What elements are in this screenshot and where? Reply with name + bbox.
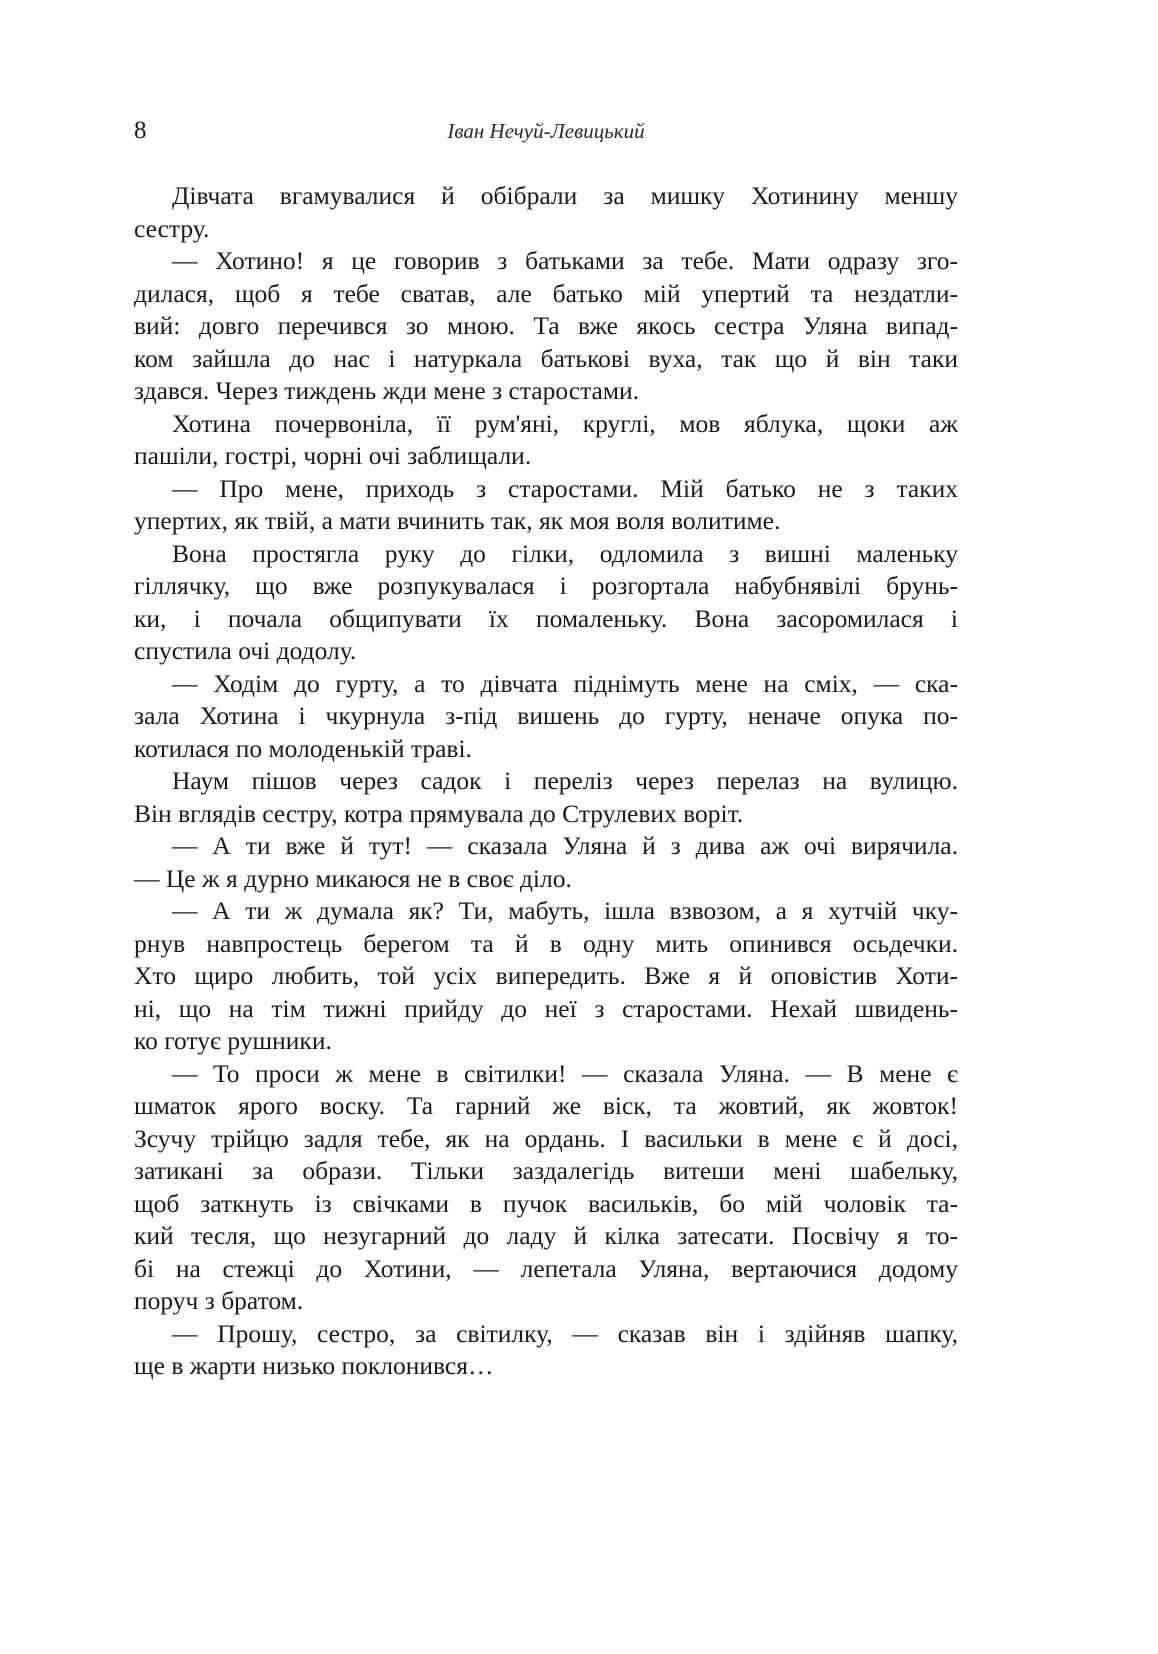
text-line: Вона простягла руку до гілки, одломила з вишні маленьку (172, 538, 958, 568)
body-text (134, 180, 958, 1383)
text-line: затикані за образи. Тільки заздалегідь витеши мені шабельку, (134, 1156, 958, 1185)
text-line: — То проси ж мене в світилки! — сказала Уляна. — В мене є (172, 1058, 958, 1088)
text-line: ки, і почала общипувати їх помаленьку. Вона засоромилася і (134, 603, 958, 633)
page-number: 8 (134, 117, 147, 144)
paragraph (134, 180, 958, 245)
paragraph (134, 408, 958, 473)
text-line: ще в жарти низько поклонився… (134, 1351, 494, 1380)
text-line: пашіли, гострі, чорні очі заблищали. (134, 441, 532, 470)
text-line: поруч з братом. (134, 1286, 304, 1315)
text-line: — Хотино! я це говорив з батьками за тебе. Мати одразу зго- (172, 246, 958, 275)
paragraph (134, 1318, 958, 1383)
text-line: кий тесля, що незугарний до ладу й кілка затесати. Посвічу я то- (134, 1221, 958, 1250)
text-line: бі на стежці до Хотини, — лепетала Уляна, вертаючися додому (134, 1253, 958, 1283)
paragraph (134, 668, 958, 766)
paragraph (134, 830, 958, 895)
paragraph (134, 538, 958, 668)
text-line: спустила очі додолу. (134, 636, 357, 665)
text-line: рнув навпростець берегом та й в одну мить опинився осьдечки. (134, 928, 958, 958)
paragraph (134, 1058, 958, 1318)
text-line: — Про мене, приходь з старостами. Мій батько не з таких (172, 473, 958, 503)
text-line: ком зайшла до нас і натуркала батькові вуха, так що й він таки (134, 343, 958, 373)
text-line: — Прошу, сестро, за світилку, — сказав він і здійняв шапку, (172, 1318, 958, 1348)
text-line: зала Хотина і чкурнула з-під вишень до гурту, неначе опука по- (134, 701, 958, 730)
text-line: шматок ярого воску. Та гарний же віск, та жовтий, як жовток! (134, 1091, 958, 1120)
text-line: Хотина почервоніла, її рум'яні, круглі, мов яблука, щоки аж (172, 408, 958, 438)
text-line: — А ти ж думала як? Ти, мабуть, ішла взвозом, а я хутчій чку- (172, 896, 958, 925)
text-line: гіллячку, що вже розпукувалася і розгортала набубнявілі брунь- (134, 571, 958, 600)
text-line: ні, що на тім тижні прийду до неї з старостами. Нехай швидень- (134, 993, 958, 1023)
page-header (134, 114, 958, 148)
paragraph (134, 245, 958, 408)
text-line: дилася, щоб я тебе сватав, але батько мій упертий та нездатли- (134, 278, 958, 308)
text-line: упертих, як твій, а мати вчинить так, як моя воля волитиме. (134, 506, 781, 535)
text-line: сестру. (134, 213, 210, 243)
text-line: Хто щиро любить, той усіх випередить. Вже я й оповістив Хоти- (134, 961, 958, 990)
text-line: Він вглядів сестру, котра прямувала до Струлевих воріт. (134, 798, 744, 828)
text-line: ко готує рушники. (134, 1026, 332, 1055)
text-line: щоб заткнуть із свічками в пучок васильків, бо мій чоловік та- (134, 1188, 958, 1218)
text-line: Наум пішов через садок і переліз через перелаз на вулицю. (172, 766, 958, 795)
text-line: — А ти вже й тут! — сказала Уляна й з дива аж очі вирячила. (172, 831, 958, 860)
text-line: здався. Через тиждень жди мене з старостами. (134, 376, 639, 405)
text-line: вий: довго перечився зо мною. Та вже якось сестра Уляна випад- (134, 311, 958, 340)
text-line: — Це ж я дурно микаюся не в своє діло. (134, 863, 572, 893)
text-line: котилася по молоденькій траві. (134, 733, 472, 763)
text-line: Дівчата вгамувалися й обібрали за мишку Хотинину меншу (172, 181, 958, 210)
running-title: Іван Нечуй-Левицький (447, 119, 645, 143)
paragraph (134, 473, 958, 538)
paragraph (134, 895, 958, 1058)
text-line: Зсучу трійцю задля тебе, як на ордань. І васильки в мене є й досі, (134, 1123, 958, 1153)
text-line: — Ходім до гурту, а то дівчата піднімуть мене на сміх, — ска- (172, 668, 958, 698)
paragraph (134, 765, 958, 830)
